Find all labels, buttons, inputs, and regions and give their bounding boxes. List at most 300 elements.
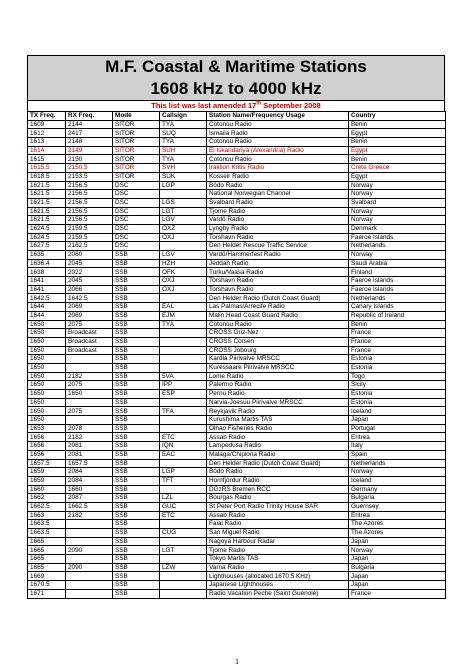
callsign-cell [160,589,207,598]
table-row [28,233,446,242]
station-name-cell: Palermo Radio [207,381,349,390]
mode-cell: SSB [113,450,160,459]
rx-freq-cell: 2090 [66,546,113,555]
table-row [28,120,446,129]
callsign-cell [160,190,207,199]
mode-cell: SSB [113,442,160,451]
mode-cell: DSC [113,181,160,190]
station-name-cell: Vardö Radio [207,216,349,225]
country-cell: Eritrea [349,511,446,520]
mode-cell: SSB [113,563,160,572]
callsign-cell [160,555,207,564]
tx-freq-cell: 1621.5 [28,207,66,216]
tx-freq-cell: 1618.5 [28,172,66,181]
country-cell: Norway [349,468,446,477]
country-cell: Netherlands [349,459,446,468]
tx-freq-cell: 1650 [28,337,66,346]
country-cell: Canary Islands [349,303,446,312]
table-row [28,294,446,303]
station-name-cell: Den Helder Radio (Dutch Coast Guard) [207,294,349,303]
rx-freq-cell [66,398,113,407]
country-cell: Egypt [349,172,446,181]
station-name-cell: Nagoya Harbour Radar [207,537,349,546]
callsign-cell: OFK [160,268,207,277]
tx-freq-cell: 1671 [28,589,66,598]
tx-freq-cell: 1650 [28,398,66,407]
tx-freq-cell: 1650 [28,390,66,399]
station-name-cell: Den Helder Radio (Dutch Coast Guard) [207,459,349,468]
mode-cell: SSB [113,329,160,338]
mode-cell: SITOR [113,129,160,138]
country-cell: France [349,337,446,346]
station-name-cell: Torshavn Radio [207,233,349,242]
title-banner [27,55,445,101]
tx-freq-cell: 1665 [28,537,66,546]
rx-freq-cell: Broadcast [66,337,113,346]
rx-freq-cell: 2022 [66,268,113,277]
station-name-cell: Faial Radio [207,520,349,529]
mode-cell: SSB [113,546,160,555]
mode-cell: SSB [113,337,160,346]
station-name-cell: Lome Radio [207,372,349,381]
rx-freq-cell: 2156.5 [66,207,113,216]
mode-cell: DSC [113,216,160,225]
station-name-cell: San Miguel Radio [207,529,349,538]
callsign-cell [160,346,207,355]
country-cell: Germany [349,485,446,494]
rx-freq-cell: 2144 [66,120,113,129]
table-row [28,320,446,329]
station-name-cell: Kardla Piirivalve MRSCC [207,355,349,364]
station-name-cell: Ismaila Radio [207,129,349,138]
table-row [28,363,446,372]
rx-freq-cell: 1657.5 [66,459,113,468]
callsign-cell: LZW [160,563,207,572]
station-name-cell: Jeddah Radio [207,259,349,268]
header-tx-freq: TX Freq. [28,112,66,121]
tx-freq-cell: 1621.5 [28,181,66,190]
mode-cell: SITOR [113,172,160,181]
table-row [28,181,446,190]
rx-freq-cell: 2075 [66,320,113,329]
mode-cell: SSB [113,485,160,494]
mode-cell: SSB [113,529,160,538]
country-cell: Japan [349,537,446,546]
mode-cell: SSB [113,572,160,581]
rx-freq-cell: 2159.5 [66,233,113,242]
country-cell: Egypt [349,129,446,138]
country-cell: Norway [349,546,446,555]
rx-freq-cell: 2087 [66,494,113,503]
rx-freq-cell: 2148 [66,138,113,147]
callsign-cell [160,363,207,372]
mode-cell: DSC [113,233,160,242]
rx-freq-cell [66,363,113,372]
rx-freq-cell: 1642.5 [66,294,113,303]
station-name-cell: Tokyo Martis TAS [207,555,349,564]
table-row [28,511,446,520]
tx-freq-cell: 1662.5 [28,502,66,511]
rx-freq-cell: 2084 [66,476,113,485]
table-row [28,198,446,207]
table-row [28,416,446,425]
tx-freq-cell: 1635 [28,251,66,260]
rx-freq-cell [66,572,113,581]
table-row [28,459,446,468]
table-row [28,546,446,555]
callsign-cell [160,242,207,251]
country-cell: Benin [349,155,446,164]
country-cell: France [349,346,446,355]
tx-freq-cell: 1641 [28,285,66,294]
table-row [28,216,446,225]
callsign-cell [160,294,207,303]
rx-freq-cell: 2045 [66,259,113,268]
rx-freq-cell: 2081 [66,442,113,451]
station-name-cell: Torshavn Radio [207,285,349,294]
table-row [28,563,446,572]
header-country: Country [349,112,446,121]
country-cell: Estonia [349,390,446,399]
callsign-cell: OXJ [160,277,207,286]
rx-freq-cell: 2182 [66,433,113,442]
country-cell: Crete Greece [349,164,446,173]
table-row [28,146,446,155]
mode-cell: DSC [113,207,160,216]
rx-freq-cell: 1650 [66,390,113,399]
rx-freq-cell: 2417 [66,129,113,138]
tx-freq-cell: 1659 [28,468,66,477]
callsign-cell [160,398,207,407]
callsign-cell: EAC [160,450,207,459]
tx-freq-cell: 1650 [28,329,66,338]
station-name-cell: CROSS Jobourg [207,346,349,355]
country-cell: Portugal [349,424,446,433]
tx-freq-cell: 1650 [28,372,66,381]
table-row [28,424,446,433]
callsign-cell: TYA [160,138,207,147]
table-row [28,589,446,598]
mode-cell: SSB [113,390,160,399]
country-cell: France [349,589,446,598]
mode-cell: SSB [113,259,160,268]
stations-table [27,111,446,599]
station-name-cell: Kosseir Radio [207,172,349,181]
tx-freq-cell: 1650 [28,407,66,416]
tx-freq-cell: 1665 [28,555,66,564]
station-name-cell: Bourgas Radio [207,494,349,503]
table-row [28,355,446,364]
table-row [28,381,446,390]
rx-freq-cell: 2150 [66,155,113,164]
tx-freq-cell: 1660 [28,485,66,494]
rx-freq-cell: 2149 [66,146,113,155]
mode-cell: SSB [113,285,160,294]
station-name-cell: Cotonou Radio [207,138,349,147]
rx-freq-cell [66,581,113,590]
mode-cell: SSB [113,407,160,416]
tx-freq-cell: 1663.5 [28,529,66,538]
country-cell: Estonia [349,355,446,364]
rx-freq-cell: 2078 [66,424,113,433]
callsign-cell: SUQ [160,129,207,138]
mode-cell: SSB [113,494,160,503]
table-row [28,346,446,355]
table-row [28,433,446,442]
rx-freq-cell [66,555,113,564]
mode-cell: SSB [113,381,160,390]
mode-cell: SSB [113,311,160,320]
table-row [28,207,446,216]
rx-freq-cell: 2075 [66,381,113,390]
callsign-cell: LGP [160,468,207,477]
country-cell: Norway [349,190,446,199]
country-cell: Bulgaria [349,563,446,572]
callsign-cell: TYA [160,120,207,129]
station-name-cell: Cotonou Radio [207,320,349,329]
header-mode: Mode [113,112,160,121]
station-name-cell: Tjome Radio [207,207,349,216]
tx-freq-cell: 1614 [28,146,66,155]
mode-cell: DSC [113,198,160,207]
callsign-cell: LGT [160,546,207,555]
station-name-cell: Narvia-Joesuu Piirivalve MRSCC [207,398,349,407]
table-row [28,529,446,538]
station-name-cell: El Iskandariya (Alexandria) Radio [207,146,349,155]
station-list-sheet [27,55,445,599]
country-cell: Iceland [349,407,446,416]
table-row [28,155,446,164]
rx-freq-cell: 2153.5 [66,172,113,181]
tx-freq-cell: 1644 [28,303,66,312]
tx-freq-cell: 1656 [28,433,66,442]
tx-freq-cell: 1650 [28,355,66,364]
mode-cell: DSC [113,190,160,199]
table-row [28,172,446,181]
mode-cell: SSB [113,537,160,546]
station-name-cell: Cotonou Radio [207,120,349,129]
callsign-cell: LGS [160,198,207,207]
station-name-cell: CROSS Griz-Nez [207,329,349,338]
country-cell: Japan [349,572,446,581]
station-name-cell: Kurushima Martis TAS [207,416,349,425]
tx-freq-cell: 1612 [28,129,66,138]
callsign-cell [160,572,207,581]
rx-freq-cell: 2069 [66,303,113,312]
country-cell: Netherlands [349,242,446,251]
callsign-cell [160,581,207,590]
mode-cell: SITOR [113,120,160,129]
tx-freq-cell: 1621.5 [28,216,66,225]
station-name-cell: Malaga/Chipiona Radio [207,450,349,459]
callsign-cell [160,520,207,529]
table-row [28,259,446,268]
tx-freq-cell: 1665 [28,563,66,572]
station-name-cell: Bödo Radio [207,181,349,190]
header-callsign: Callsign [160,112,207,121]
station-name-cell: Bödo Radio [207,468,349,477]
tx-freq-cell: 1653 [28,424,66,433]
mode-cell: SSB [113,268,160,277]
amended-notice [27,101,445,111]
table-row [28,476,446,485]
mode-cell: SSB [113,294,160,303]
callsign-cell: SVH [160,164,207,173]
table-row [28,555,446,564]
station-name-cell: Tjome Radio [207,546,349,555]
tx-freq-cell: 1650 [28,381,66,390]
station-name-cell: Olhao Fisheries Radio [207,424,349,433]
station-name-cell: Vardö/Hammerfest Radio [207,251,349,260]
tx-freq-cell: 1613 [28,138,66,147]
country-cell: Denmark [349,224,446,233]
station-name-cell: Torshavn Radio [207,277,349,286]
mode-cell: SSB [113,416,160,425]
tx-freq-cell: 1650 [28,416,66,425]
table-row [28,224,446,233]
table-row [28,268,446,277]
mode-cell: SSB [113,459,160,468]
country-cell: The Azores [349,529,446,538]
table-row [28,337,446,346]
callsign-cell: LGV [160,251,207,260]
station-name-cell: Japanese Lighthouses [207,581,349,590]
callsign-cell [160,485,207,494]
callsign-cell: OXJ [160,285,207,294]
station-name-cell: Kuressaare Piirivalve MRSCC [207,363,349,372]
station-name-cell: CROSS Corsen [207,337,349,346]
tx-freq-cell: 1659 [28,476,66,485]
callsign-cell: TYA [160,155,207,164]
mode-cell: SSB [113,398,160,407]
rx-freq-cell: 2060 [66,251,113,260]
table-row [28,450,446,459]
station-name-cell: Iraklion Kritis Radio [207,164,349,173]
country-cell: Republic of Ireland [349,311,446,320]
country-cell: Faeroe Islands [349,277,446,286]
mode-cell: SSB [113,502,160,511]
mode-cell: SSB [113,372,160,381]
country-cell: Faeroe Islands [349,233,446,242]
rx-freq-cell: 2081 [66,450,113,459]
callsign-cell: IPP [160,381,207,390]
amended-prefix: This list was last amended 17 [151,101,257,110]
rx-freq-cell: 2069 [66,311,113,320]
table-row [28,303,446,312]
country-cell: Egypt [349,146,446,155]
rx-freq-cell: 2182 [66,372,113,381]
table-row [28,502,446,511]
mode-cell: SSB [113,363,160,372]
rx-freq-cell: 2156.5 [66,190,113,199]
mode-cell: SSB [113,581,160,590]
callsign-cell: ETC [160,511,207,520]
table-row [28,311,446,320]
rx-freq-cell: Broadcast [66,329,113,338]
country-cell: Estonia [349,363,446,372]
callsign-cell: LGV [160,216,207,225]
table-row [28,520,446,529]
mode-cell: SSB [113,589,160,598]
callsign-cell [160,337,207,346]
amended-suffix: September 2008 [261,101,321,110]
callsign-cell: TYA [160,320,207,329]
mode-cell: SSB [113,520,160,529]
amended-superscript: th [256,100,262,107]
table-row [28,537,446,546]
callsign-cell [160,424,207,433]
table-row [28,277,446,286]
rx-freq-cell [66,416,113,425]
callsign-cell [160,459,207,468]
mode-cell: DSC [113,242,160,251]
rx-freq-cell: 2162.5 [66,242,113,251]
station-name-cell: Hornfjördur Radio [207,476,349,485]
rx-freq-cell: 2150.5 [66,164,113,173]
tx-freq-cell: 1615 [28,155,66,164]
callsign-cell: SUK [160,172,207,181]
country-cell: Finland [349,268,446,277]
callsign-cell: OXJ [160,233,207,242]
callsign-cell [160,329,207,338]
tx-freq-cell: 1669 [28,572,66,581]
tx-freq-cell: 1650 [28,320,66,329]
table-body [28,120,446,598]
table-row [28,372,446,381]
callsign-cell [160,537,207,546]
mode-cell: SSB [113,555,160,564]
tx-freq-cell: 1642.5 [28,294,66,303]
mode-cell: SSB [113,424,160,433]
tx-freq-cell: 1662 [28,494,66,503]
country-cell: Eritrea [349,433,446,442]
tx-freq-cell: 1627.5 [28,242,66,251]
callsign-cell: TFT [160,476,207,485]
table-row [28,129,446,138]
table-row [28,285,446,294]
station-name-cell: Lighthouses (allocated 1670.5 KHz) [207,572,349,581]
tx-freq-cell: 1656 [28,450,66,459]
frequency-range-title: 1608 kHz to 4000 kHz [150,79,322,98]
country-cell: Italy [349,442,446,451]
tx-freq-cell: 1665 [28,546,66,555]
callsign-cell: LZL [160,494,207,503]
station-name-cell: Assab Radio [207,511,349,520]
callsign-cell: OXZ [160,224,207,233]
rx-freq-cell [66,355,113,364]
callsign-cell: IQN [160,442,207,451]
country-cell: Netherlands [349,294,446,303]
callsign-cell: CUG [160,529,207,538]
country-cell: Spain [349,450,446,459]
table-row [28,581,446,590]
tx-freq-cell: 1644 [28,311,66,320]
rx-freq-cell: 2156.5 [66,198,113,207]
callsign-cell: LGT [160,207,207,216]
callsign-cell: TFA [160,407,207,416]
callsign-cell: 5VA [160,372,207,381]
table-row [28,164,446,173]
tx-freq-cell: 1615.5 [28,164,66,173]
mode-cell: SITOR [113,155,160,164]
page-number: 1 [235,657,239,666]
rx-freq-cell: 2159.5 [66,224,113,233]
rx-freq-cell: 1660 [66,485,113,494]
station-name-cell: Pernu Radio [207,390,349,399]
header-rx-freq: RX Freq. [66,112,113,121]
rx-freq-cell: Broadcast [66,346,113,355]
country-cell: Sicily [349,381,446,390]
